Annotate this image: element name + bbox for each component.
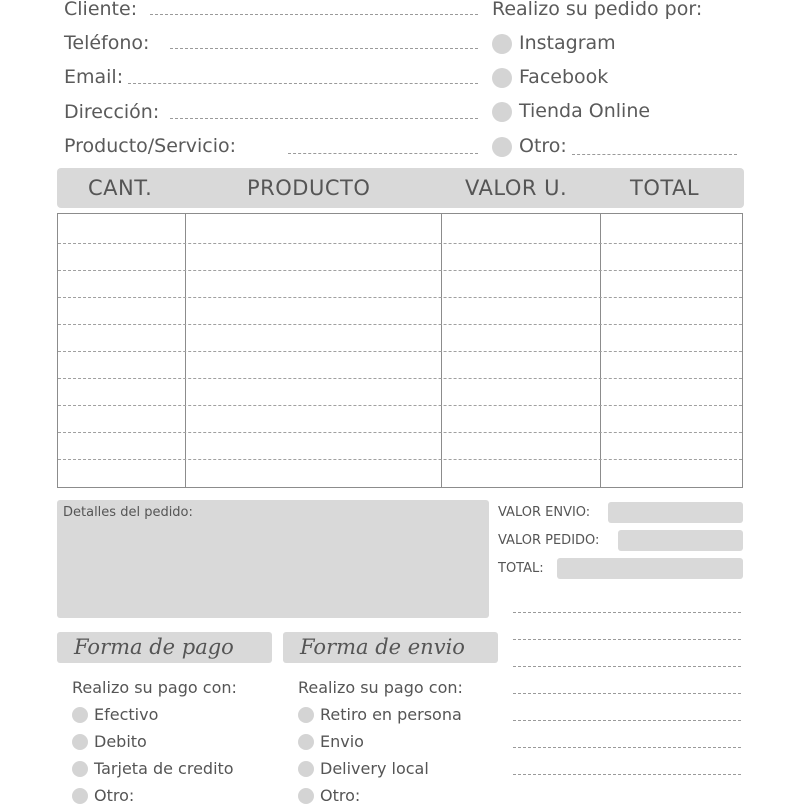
radio-efectivo[interactable]: [72, 707, 88, 723]
radio-otro-pago[interactable]: [72, 788, 88, 804]
table-row: [58, 432, 742, 433]
payment-prompt: Realizo su pago con:: [72, 678, 237, 697]
radio-retiro[interactable]: [298, 707, 314, 723]
option-debito: Debito: [94, 732, 147, 751]
details-textarea[interactable]: [57, 500, 489, 618]
payment-title-bar: [57, 632, 272, 663]
table-row: [58, 405, 742, 406]
cliente-label: Cliente:: [64, 0, 138, 20]
option-otro-pago: Otro:: [94, 786, 135, 805]
total-input[interactable]: [557, 558, 743, 579]
radio-debito[interactable]: [72, 734, 88, 750]
order-channel-title: Realizo su pedido por:: [492, 0, 703, 20]
radio-envio[interactable]: [298, 734, 314, 750]
header-producto: PRODUCTO: [247, 176, 371, 200]
producto-servicio-input[interactable]: [288, 153, 478, 154]
notes-line: [513, 720, 741, 721]
notes-line: [513, 612, 741, 613]
option-delivery: Delivery local: [320, 759, 429, 778]
notes-line: [513, 693, 741, 694]
radio-otro[interactable]: [492, 137, 512, 157]
shipping-title: Forma de envio: [300, 635, 465, 659]
total-label: TOTAL:: [498, 561, 544, 576]
valor-pedido-label: VALOR PEDIDO:: [498, 533, 600, 548]
header-cant: CANT.: [88, 176, 153, 200]
notes-line: [513, 747, 741, 748]
table-row: [58, 270, 742, 271]
telefono-input[interactable]: [170, 48, 478, 49]
valor-envio-input[interactable]: [608, 502, 743, 523]
table-header: [57, 168, 744, 208]
option-tarjeta: Tarjeta de credito: [94, 759, 234, 778]
radio-facebook[interactable]: [492, 68, 512, 88]
order-table[interactable]: [57, 213, 743, 488]
radio-instagram[interactable]: [492, 34, 512, 54]
valor-envio-label: VALOR ENVIO:: [498, 505, 591, 520]
table-row: [58, 351, 742, 352]
cliente-input[interactable]: [150, 14, 478, 15]
table-row: [58, 378, 742, 379]
telefono-label: Teléfono:: [64, 32, 150, 54]
radio-tienda-online[interactable]: [492, 102, 512, 122]
table-row: [58, 297, 742, 298]
option-otro: Otro:: [519, 135, 567, 157]
notes-line: [513, 639, 741, 640]
table-row: [58, 459, 742, 460]
table-row: [58, 243, 742, 244]
direccion-label: Dirección:: [64, 101, 160, 123]
direccion-input[interactable]: [170, 118, 478, 119]
otro-channel-input[interactable]: [572, 154, 737, 155]
option-efectivo: Efectivo: [94, 705, 159, 724]
option-envio: Envio: [320, 732, 364, 751]
details-label: Detalles del pedido:: [63, 505, 193, 520]
radio-tarjeta[interactable]: [72, 761, 88, 777]
option-retiro: Retiro en persona: [320, 705, 462, 724]
option-facebook: Facebook: [519, 66, 609, 88]
option-otro-envio: Otro:: [320, 786, 361, 805]
table-row: [58, 324, 742, 325]
header-valor-u: VALOR U.: [465, 176, 568, 200]
header-total: TOTAL: [630, 176, 700, 200]
payment-title: Forma de pago: [74, 635, 234, 659]
option-instagram: Instagram: [519, 32, 616, 54]
email-input[interactable]: [128, 83, 478, 84]
producto-servicio-label: Producto/Servicio:: [64, 135, 237, 157]
notes-line: [513, 774, 741, 775]
notes-line: [513, 666, 741, 667]
radio-otro-envio[interactable]: [298, 788, 314, 804]
shipping-prompt: Realizo su pago con:: [298, 678, 463, 697]
shipping-title-bar: [283, 632, 498, 663]
valor-pedido-input[interactable]: [618, 530, 743, 551]
email-label: Email:: [64, 66, 124, 88]
option-tienda-online: Tienda Online: [519, 100, 651, 122]
radio-delivery[interactable]: [298, 761, 314, 777]
